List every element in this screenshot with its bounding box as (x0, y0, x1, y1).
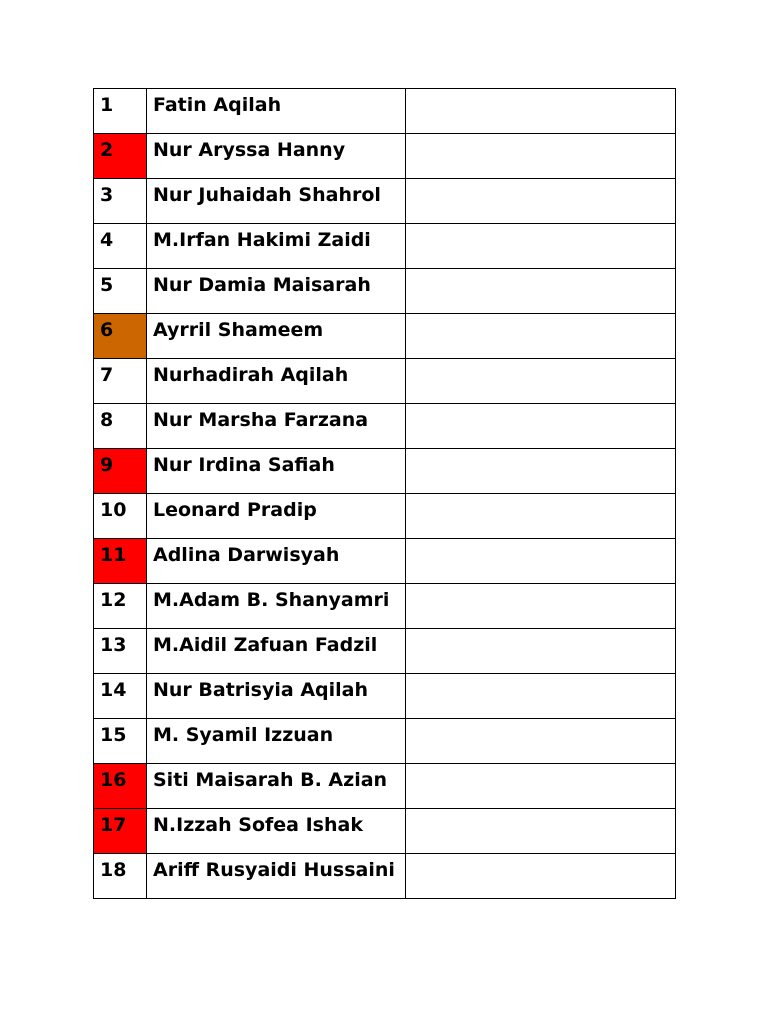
name-list-body (94, 89, 676, 899)
student-name-cell: M.Irfan Hakimi Zaidi (147, 224, 406, 269)
table-row (94, 854, 676, 899)
row-number-cell: 8 (94, 404, 147, 449)
table-row (94, 584, 676, 629)
student-name-cell: Ariff Rusyaidi Hussaini (147, 854, 406, 899)
table-row (94, 539, 676, 584)
table-row (94, 809, 676, 854)
row-number-cell: 14 (94, 674, 147, 719)
row-number-cell: 9 (94, 449, 147, 494)
table-row (94, 629, 676, 674)
student-name-cell: Nur Juhaidah Shahrol (147, 179, 406, 224)
empty-cell (406, 269, 676, 314)
student-name-cell: Siti Maisarah B. Azian (147, 764, 406, 809)
empty-cell (406, 449, 676, 494)
student-name-cell: N.Izzah Sofea Ishak (147, 809, 406, 854)
student-name-cell: Nur Marsha Farzana (147, 404, 406, 449)
row-number-cell: 5 (94, 269, 147, 314)
student-name-cell: Nur Irdina Safiah (147, 449, 406, 494)
row-number-cell: 15 (94, 719, 147, 764)
student-name-cell: Nurhadirah Aqilah (147, 359, 406, 404)
empty-cell (406, 179, 676, 224)
empty-cell (406, 809, 676, 854)
table-row (94, 404, 676, 449)
student-name-cell: Ayrril Shameem (147, 314, 406, 359)
empty-cell (406, 314, 676, 359)
student-name-cell: Nur Aryssa Hanny (147, 134, 406, 179)
table-row (94, 359, 676, 404)
empty-cell (406, 629, 676, 674)
student-name-cell: M.Adam B. Shanyamri (147, 584, 406, 629)
table-row (94, 269, 676, 314)
row-number-cell: 10 (94, 494, 147, 539)
empty-cell (406, 359, 676, 404)
empty-cell (406, 674, 676, 719)
row-number-cell: 7 (94, 359, 147, 404)
empty-cell (406, 224, 676, 269)
row-number-cell: 17 (94, 809, 147, 854)
row-number-cell: 1 (94, 89, 147, 134)
row-number-cell: 2 (94, 134, 147, 179)
empty-cell (406, 539, 676, 584)
empty-cell (406, 584, 676, 629)
empty-cell (406, 134, 676, 179)
student-name-cell: Nur Batrisyia Aqilah (147, 674, 406, 719)
row-number-cell: 11 (94, 539, 147, 584)
student-name-cell: Adlina Darwisyah (147, 539, 406, 584)
row-number-cell: 16 (94, 764, 147, 809)
name-list-table (93, 88, 676, 899)
table-row (94, 764, 676, 809)
table-row (94, 224, 676, 269)
table-row (94, 89, 676, 134)
table-row (94, 449, 676, 494)
row-number-cell: 4 (94, 224, 147, 269)
row-number-cell: 12 (94, 584, 147, 629)
empty-cell (406, 89, 676, 134)
table-row (94, 179, 676, 224)
table-row (94, 674, 676, 719)
row-number-cell: 6 (94, 314, 147, 359)
student-name-cell: M.Aidil Zafuan Fadzil (147, 629, 406, 674)
empty-cell (406, 854, 676, 899)
table-row (94, 494, 676, 539)
empty-cell (406, 764, 676, 809)
table-row (94, 134, 676, 179)
row-number-cell: 18 (94, 854, 147, 899)
row-number-cell: 13 (94, 629, 147, 674)
student-name-cell: Leonard Pradip (147, 494, 406, 539)
empty-cell (406, 719, 676, 764)
student-name-cell: Fatin Aqilah (147, 89, 406, 134)
empty-cell (406, 404, 676, 449)
student-name-cell: Nur Damia Maisarah (147, 269, 406, 314)
row-number-cell: 3 (94, 179, 147, 224)
student-name-cell: M. Syamil Izzuan (147, 719, 406, 764)
table-row (94, 314, 676, 359)
table-row (94, 719, 676, 764)
empty-cell (406, 494, 676, 539)
